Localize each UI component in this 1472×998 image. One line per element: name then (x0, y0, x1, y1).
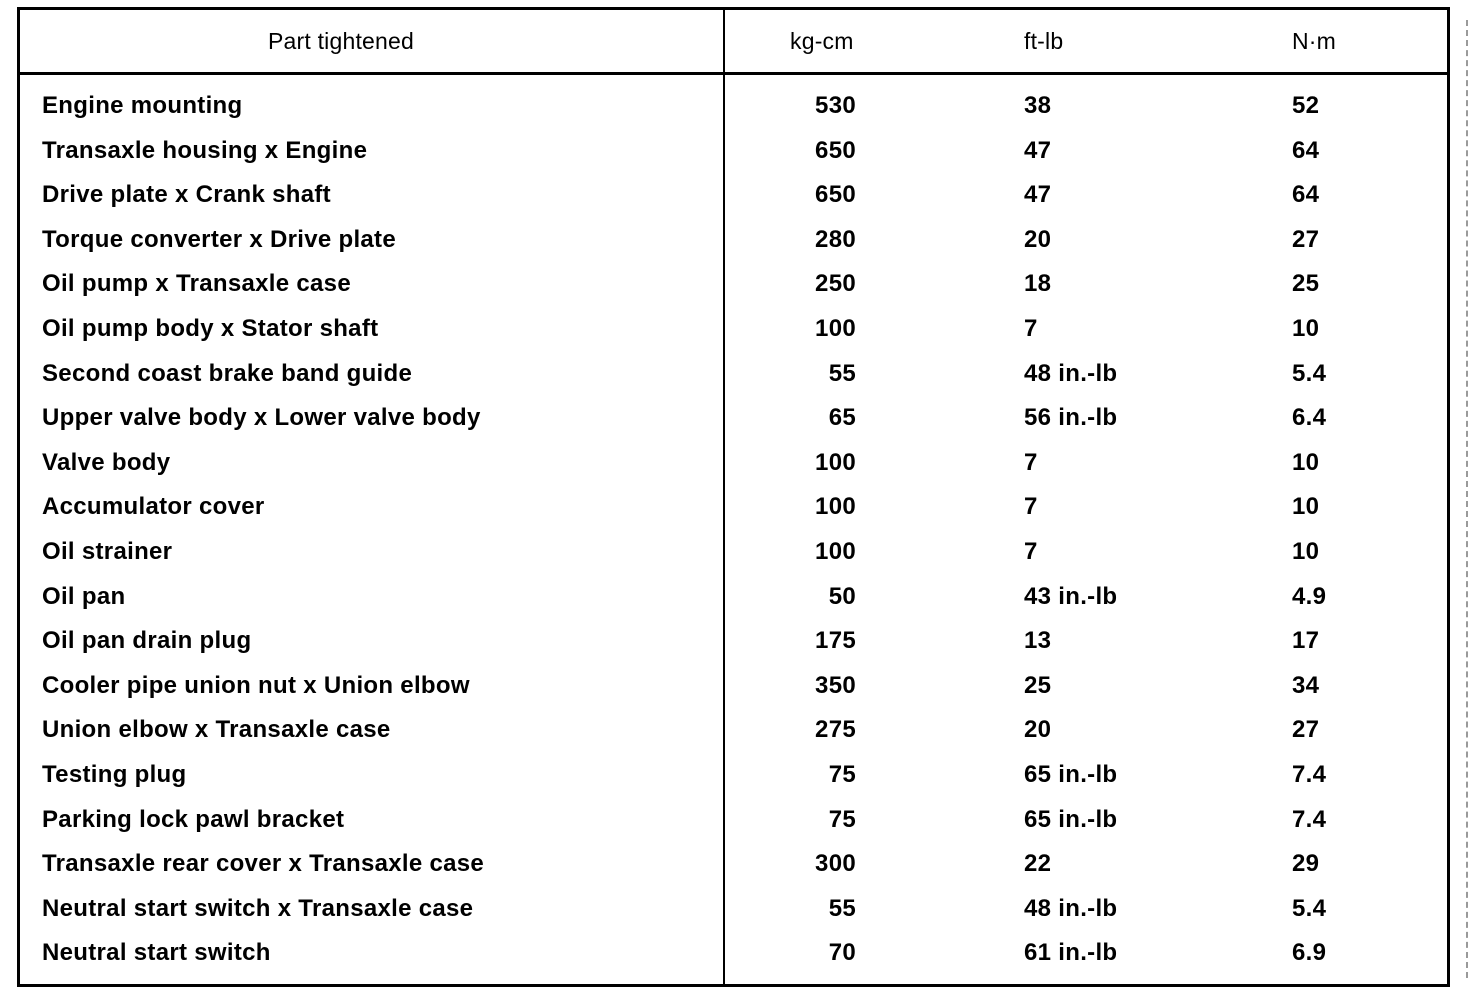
ft-lb-cell: 47 (1024, 136, 1052, 164)
ft-lb-cell: 20 (1024, 225, 1052, 253)
ft-lb-cell: 38 (1024, 92, 1052, 119)
n-m-cell: 27 (1292, 225, 1320, 253)
part-cell: Drive plate x Crank shaft (42, 181, 331, 209)
ft-lb-cell: 61 in.-lb (1024, 939, 1118, 967)
table-row (20, 88, 1447, 133)
part-cell: Valve body (42, 448, 171, 476)
part-cell: Torque converter x Drive plate (42, 225, 396, 253)
kg-cm-cell: 100 (815, 314, 856, 342)
ft-lb-cell: 47 (1024, 181, 1052, 209)
table-row (20, 712, 1447, 757)
n-m-cell: 52 (1292, 92, 1320, 119)
n-m-cell: 6.4 (1292, 404, 1327, 432)
table-row (20, 266, 1447, 311)
header-part-tightened: Part tightened (268, 28, 415, 54)
part-cell: Parking lock pawl bracket (42, 805, 345, 833)
table-row (20, 534, 1447, 579)
ft-lb-cell: 7 (1024, 537, 1038, 565)
n-m-cell: 10 (1292, 314, 1320, 342)
ft-lb-cell: 7 (1024, 448, 1038, 476)
n-m-cell: 17 (1292, 627, 1320, 655)
n-m-cell: 27 (1292, 716, 1320, 744)
kg-cm-cell: 55 (828, 894, 856, 922)
table-row (20, 623, 1447, 668)
kg-cm-cell: 300 (815, 850, 856, 878)
part-cell: Oil strainer (42, 537, 173, 565)
part-cell: Oil pump body x Stator shaft (42, 314, 379, 342)
part-cell: Transaxle rear cover x Transaxle case (42, 850, 485, 878)
n-m-cell: 34 (1292, 671, 1320, 699)
kg-cm-cell: 50 (828, 582, 856, 610)
kg-cm-cell: 275 (815, 716, 856, 744)
part-cell: Accumulator cover (42, 493, 265, 521)
kg-cm-cell: 650 (815, 181, 856, 209)
kg-cm-cell: 530 (815, 92, 856, 119)
n-m-cell: 10 (1292, 537, 1320, 565)
n-m-cell: 6.9 (1292, 939, 1327, 967)
ft-lb-cell: 25 (1024, 671, 1052, 699)
n-m-cell: 64 (1292, 136, 1320, 164)
table-row (20, 757, 1447, 802)
ft-lb-cell: 43 in.-lb (1024, 582, 1118, 610)
page-edge-dashes (1466, 20, 1468, 978)
table-row (20, 133, 1447, 178)
ft-lb-cell: 7 (1024, 314, 1038, 342)
table-row (20, 177, 1447, 222)
kg-cm-cell: 55 (828, 359, 856, 387)
n-m-cell: 10 (1292, 448, 1320, 476)
ft-lb-cell: 20 (1024, 716, 1052, 744)
kg-cm-cell: 280 (815, 225, 856, 253)
kg-cm-cell: 70 (828, 939, 856, 967)
header-n-m: N·m (1292, 28, 1337, 54)
header-kg-cm: kg-cm (790, 28, 854, 54)
ft-lb-cell: 7 (1024, 493, 1038, 521)
part-cell: Oil pan drain plug (42, 627, 252, 655)
n-m-cell: 5.4 (1292, 359, 1327, 387)
part-cell: Transaxle housing x Engine (42, 136, 368, 164)
table-row (20, 891, 1447, 936)
n-m-cell: 7.4 (1292, 760, 1327, 788)
ft-lb-cell: 56 in.-lb (1024, 404, 1118, 432)
part-cell: Neutral start switch x Transaxle case (42, 894, 474, 922)
part-cell: Testing plug (42, 760, 187, 788)
kg-cm-cell: 250 (815, 270, 856, 298)
table-row (20, 400, 1447, 445)
n-m-cell: 7.4 (1292, 805, 1327, 833)
n-m-cell: 25 (1292, 270, 1320, 298)
table-row (20, 579, 1447, 624)
ft-lb-cell: 48 in.-lb (1024, 359, 1118, 387)
kg-cm-cell: 650 (815, 136, 856, 164)
kg-cm-cell: 100 (815, 537, 856, 565)
kg-cm-cell: 100 (815, 493, 856, 521)
header-ft-lb: ft-lb (1024, 28, 1064, 54)
table-row (20, 489, 1447, 534)
kg-cm-cell: 65 (828, 404, 856, 432)
part-cell: Cooler pipe union nut x Union elbow (42, 671, 470, 699)
part-cell: Engine mounting (42, 92, 243, 119)
part-cell: Union elbow x Transaxle case (42, 716, 391, 744)
part-cell: Oil pan (42, 582, 126, 610)
table-row (20, 356, 1447, 401)
table-row (20, 802, 1447, 847)
ft-lb-cell: 18 (1024, 270, 1052, 298)
part-cell: Second coast brake band guide (42, 359, 413, 387)
ft-lb-cell: 65 in.-lb (1024, 805, 1118, 833)
header-divider (20, 72, 1447, 75)
table-row (20, 445, 1447, 490)
n-m-cell: 4.9 (1292, 582, 1327, 610)
table-row (20, 668, 1447, 713)
table-body (20, 88, 1447, 980)
n-m-cell: 10 (1292, 493, 1320, 521)
part-cell: Neutral start switch (42, 939, 271, 967)
table-row (20, 222, 1447, 267)
kg-cm-cell: 75 (828, 805, 856, 833)
kg-cm-cell: 75 (828, 760, 856, 788)
table-row (20, 311, 1447, 356)
kg-cm-cell: 350 (815, 671, 856, 699)
kg-cm-cell: 100 (815, 448, 856, 476)
table-row (20, 935, 1447, 980)
part-cell: Upper valve body x Lower valve body (42, 404, 481, 432)
kg-cm-cell: 175 (815, 627, 856, 655)
ft-lb-cell: 13 (1024, 627, 1052, 655)
part-cell: Oil pump x Transaxle case (42, 270, 351, 298)
table-row (20, 846, 1447, 891)
n-m-cell: 64 (1292, 181, 1320, 209)
ft-lb-cell: 65 in.-lb (1024, 760, 1118, 788)
ft-lb-cell: 22 (1024, 850, 1052, 878)
torque-spec-table (17, 7, 1450, 987)
ft-lb-cell: 48 in.-lb (1024, 894, 1118, 922)
n-m-cell: 29 (1292, 850, 1320, 878)
n-m-cell: 5.4 (1292, 894, 1327, 922)
